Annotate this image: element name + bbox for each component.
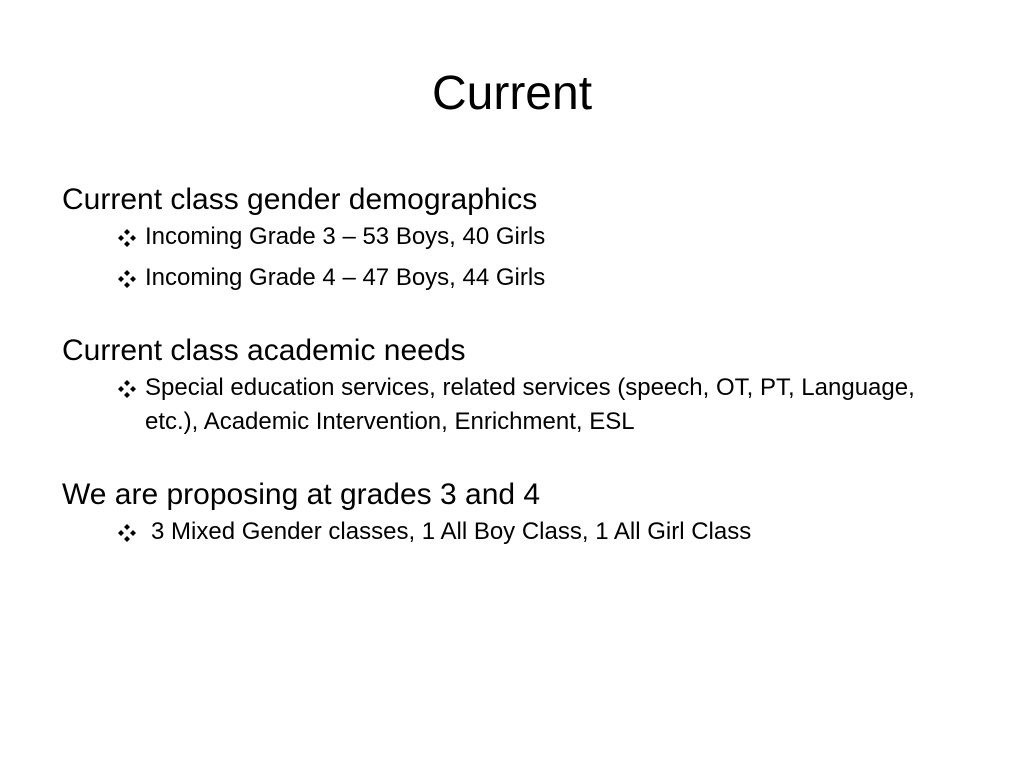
section-heading: We are proposing at grades 3 and 4 [62,478,541,511]
list-item-text: Incoming Grade 4 – 47 Boys, 44 Girls [145,264,546,291]
diamond-bullet-icon [117,261,141,295]
bullet-list [62,515,962,549]
diamond-bullet-icon [117,515,141,549]
list-item-text: Special education services, related services (speech, OT, PT, Language, etc.), Academic Intervention, Enrichment, ESL [145,374,915,435]
slide-title: Current [431,67,593,120]
slide-body [62,180,962,549]
spacer [62,295,962,331]
diamond-bullet-icon [117,371,141,405]
section-heading: Current class academic needs [62,334,466,367]
section-gender-demographics [62,180,962,295]
bullet-list [62,220,962,295]
section-heading: Current class gender demographics [62,183,538,216]
section-academic-needs [62,331,962,439]
section-proposal [62,475,962,549]
list-item [62,261,962,295]
list-item-text: 3 Mixed Gender classes, 1 All Boy Class, 1 All Girl Class [151,518,752,545]
list-item-text: Incoming Grade 3 – 53 Boys, 40 Girls [145,223,546,250]
list-item [62,220,962,254]
diamond-bullet-icon [117,220,141,254]
list-item [62,515,962,549]
bullet-list [62,371,962,439]
spacer [62,439,962,475]
list-item [62,371,935,439]
